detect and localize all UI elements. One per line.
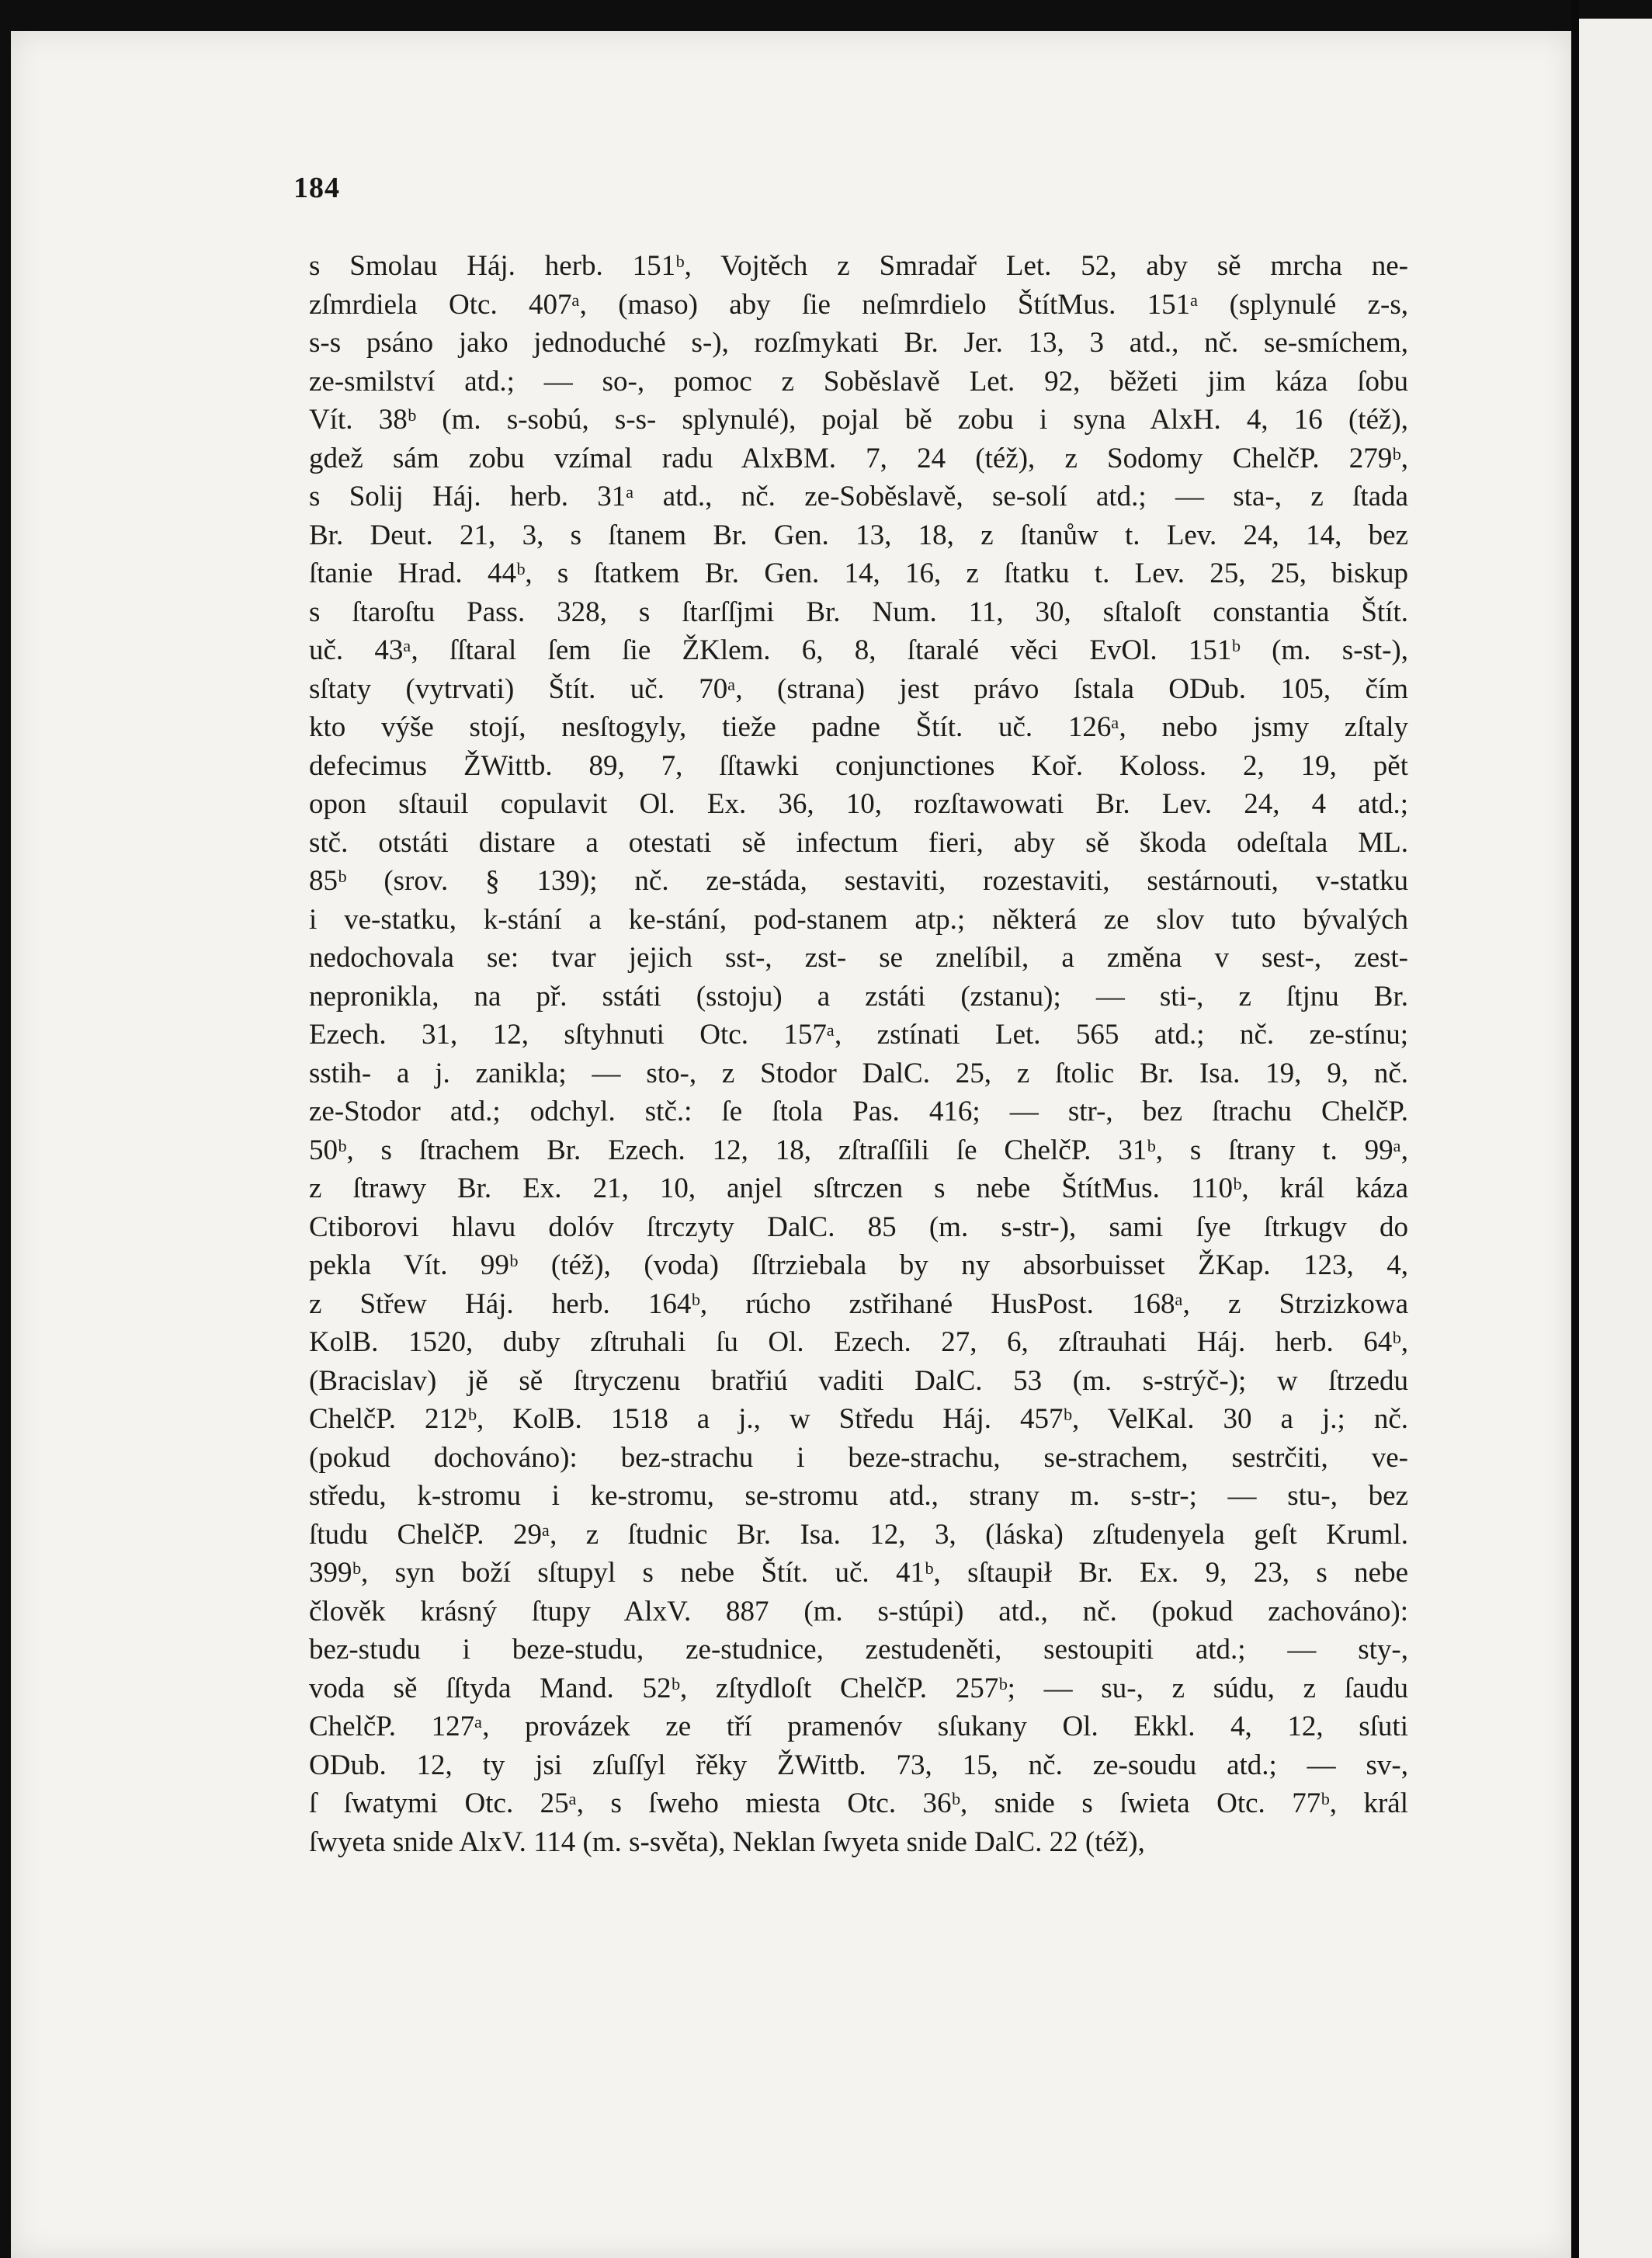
text-line: s Smolau Háj. herb. 151ᵇ, Vojtěch z Smradař Let. 52, aby sě mrcha ne- bbox=[309, 250, 1408, 282]
text-line: i ve-statku, k-stání a ke-stání, pod-stanem atp.; některá ze slov tuto bývalých bbox=[309, 903, 1408, 936]
text-line: z ſtrawy Br. Ex. 21, 10, anjel sſtrczen s nebe ŠtítMus. 110ᵇ, král káza bbox=[309, 1172, 1408, 1204]
text-line: bez-studu i beze-studu, ze-studnice, zestudeněti, sestoupiti atd.; — sty-, bbox=[309, 1634, 1408, 1666]
text-line: 399ᵇ, syn boží sſtupyl s nebe Štít. uč. 41ᵇ, sſtaupił Br. Ex. 9, 23, s nebe bbox=[309, 1557, 1408, 1589]
page-body-text bbox=[309, 247, 1408, 1861]
text-line: ſwyeta snide AlxV. 114 (m. s-světa), Neklan ſwyeta snide DalC. 22 (též), bbox=[309, 1826, 1145, 1858]
text-line: ODub. 12, ty jsi zſuſſyl řěky ŽWittb. 73, 15, nč. ze-soudu atd.; — sv-, bbox=[309, 1749, 1408, 1781]
text-line: pekla Vít. 99ᵇ (též), (voda) ſſtrziebala by ny absorbuisset ŽKap. 123, 4, bbox=[309, 1249, 1408, 1281]
text-line: člověk krásný ſtupy AlxV. 887 (m. s-stúpi) atd., nč. (pokud zachováno): bbox=[309, 1595, 1408, 1627]
text-line: ſtudu ChelčP. 29ᵃ, z ſtudnic Br. Isa. 12, 3, (láska) zſtudenyela geſt Kruml. bbox=[309, 1518, 1408, 1551]
text-line: voda sě ſſtyda Mand. 52ᵇ, zſtydloſt ChelčP. 257ᵇ; — su-, z súdu, z ſaudu bbox=[309, 1672, 1408, 1704]
text-line: Ezech. 31, 12, sſtyhnuti Otc. 157ᵃ, zstínati Let. 565 atd.; nč. ze-stínu; bbox=[309, 1019, 1408, 1051]
text-line: 85ᵇ (srov. § 139); nč. ze-stáda, sestaviti, rozestaviti, sestárnouti, v-statku bbox=[309, 865, 1408, 897]
text-line: (Bracislav) jě sě ſtryczenu bratřiú vaditi DalC. 53 (m. s-strýč-); w ſtrzedu bbox=[309, 1364, 1408, 1397]
text-line: ze-Stodor atd.; odchyl. stč.: ſe ſtola Pas. 416; — str-, bez ſtrachu ChelčP. bbox=[309, 1096, 1408, 1127]
text-line: opon sſtauil copulavit Ol. Ex. 36, 10, rozſtawowati Br. Lev. 24, 4 atd.; bbox=[309, 788, 1408, 820]
text-line: nepronikla, na př. sstáti (sstoju) a zstáti (zstanu); — sti-, z ſtjnu Br. bbox=[309, 980, 1408, 1013]
text-line: Ctiborovi hlavu dolóv ſtrczyty DalC. 85 (m. s-str-), sami ſye ſtrkugv do bbox=[309, 1211, 1408, 1243]
text-line: KolB. 1520, duby zſtruhali ſu Ol. Ezech. 27, 6, zſtrauhati Háj. herb. 64ᵇ, bbox=[309, 1326, 1408, 1358]
text-line: sstih- a j. zanikla; — sto-, z Stodor DalC. 25, z ſtolic Br. Isa. 19, 9, nč. bbox=[309, 1057, 1408, 1089]
text-line: ChelčP. 127ᵃ, provázek ze tří pramenóv sſukany Ol. Ekkl. 4, 12, sſuti bbox=[309, 1711, 1408, 1742]
text-line: středu, k-stromu i ke-stromu, se-stromu atd., strany m. s-str-; — stu-, bez bbox=[309, 1480, 1408, 1512]
text-line: Br. Deut. 21, 3, s ſtanem Br. Gen. 13, 18, z ſtanůw t. Lev. 24, 14, bez bbox=[309, 519, 1408, 551]
text-line: defecimus ŽWittb. 89, 7, ſſtawki conjunctiones Koř. Koloss. 2, 19, pět bbox=[309, 749, 1408, 782]
text-line: zſmrdiela Otc. 407ᵃ, (maso) aby ſie neſmrdielo ŠtítMus. 151ᵃ (splynulé z-s, bbox=[309, 288, 1408, 321]
text-line: sſtaty (vytrvati) Štít. uč. 70ᵃ, (strana) jest právo ſstala ODub. 105, čím bbox=[309, 672, 1408, 705]
text-line: Vít. 38ᵇ (m. s-sobú, s-s- splynulé), pojal bě zobu i syna AlxH. 4, 16 (též), bbox=[309, 404, 1408, 436]
page-number: 184 bbox=[293, 172, 340, 204]
text-line: s Solij Háj. herb. 31ᵃ atd., nč. ze-Soběslavě, se-solí atd.; — sta-, z ſtada bbox=[309, 481, 1408, 512]
text-line: ſtanie Hrad. 44ᵇ, s ſtatkem Br. Gen. 14, 16, z ſtatku t. Lev. 25, 25, biskup bbox=[309, 558, 1408, 589]
text-line: 50ᵇ, s ſtrachem Br. Ezech. 12, 18, zſtraſſili ſe ChelčP. 31ᵇ, s ſtrany t. 99ᵃ, bbox=[309, 1134, 1408, 1166]
text-line: ChelčP. 212ᵇ, KolB. 1518 a j., w Středu Háj. 457ᵇ, VelKal. 30 a j.; nč. bbox=[309, 1403, 1408, 1435]
text-line: ze-smilství atd.; — so-, pomoc z Soběslavě Let. 92, běžeti jim káza ſobu bbox=[309, 365, 1408, 398]
text-line: s ſtaroſtu Pass. 328, s ſtarſſjmi Br. Num. 11, 30, sſtaloſt constantia Štít. bbox=[309, 596, 1408, 628]
text-line: (pokud dochováno): bez-strachu i beze-strachu, se-strachem, sestrčiti, ve- bbox=[309, 1441, 1408, 1474]
text-line: s-s psáno jako jednoduché s-), rozſmykati Br. Jer. 13, 3 atd., nč. se-smíchem, bbox=[309, 327, 1408, 359]
text-line: gdež sám zobu vzímal radu AlxBM. 7, 24 (též), z Sodomy ChelčP. 279ᵇ, bbox=[309, 442, 1408, 474]
text-line: uč. 43ᵃ, ſſtaral ſem ſie ŽKlem. 6, 8, ſtaralé věci EvOl. 151ᵇ (m. s-st-), bbox=[309, 634, 1408, 666]
text-line: nedochovala se: tvar jejich sst-, zst- se znelíbil, a změna v sest-, zest- bbox=[309, 942, 1408, 974]
text-line: stč. otstáti distare a otestati sě infectum fieri, aby sě škoda odeſtala ML. bbox=[309, 826, 1408, 859]
page-gap bbox=[1571, 0, 1579, 2258]
text-line: kto výše stojí, nesſtogyly, tieže padne Štít. uč. 126ᵃ, nebo jsmy zſtaly bbox=[309, 711, 1408, 743]
text-line: z Střew Háj. herb. 164ᵇ, rúcho zstřihané HusPost. 168ᵃ, z Strzizkowa bbox=[309, 1287, 1408, 1320]
next-page-edge bbox=[1579, 19, 1652, 2258]
text-line: ſ ſwatymi Otc. 25ᵃ, s ſweho miesta Otc. 36ᵇ, snide s ſwieta Otc. 77ᵇ, král bbox=[309, 1787, 1408, 1819]
